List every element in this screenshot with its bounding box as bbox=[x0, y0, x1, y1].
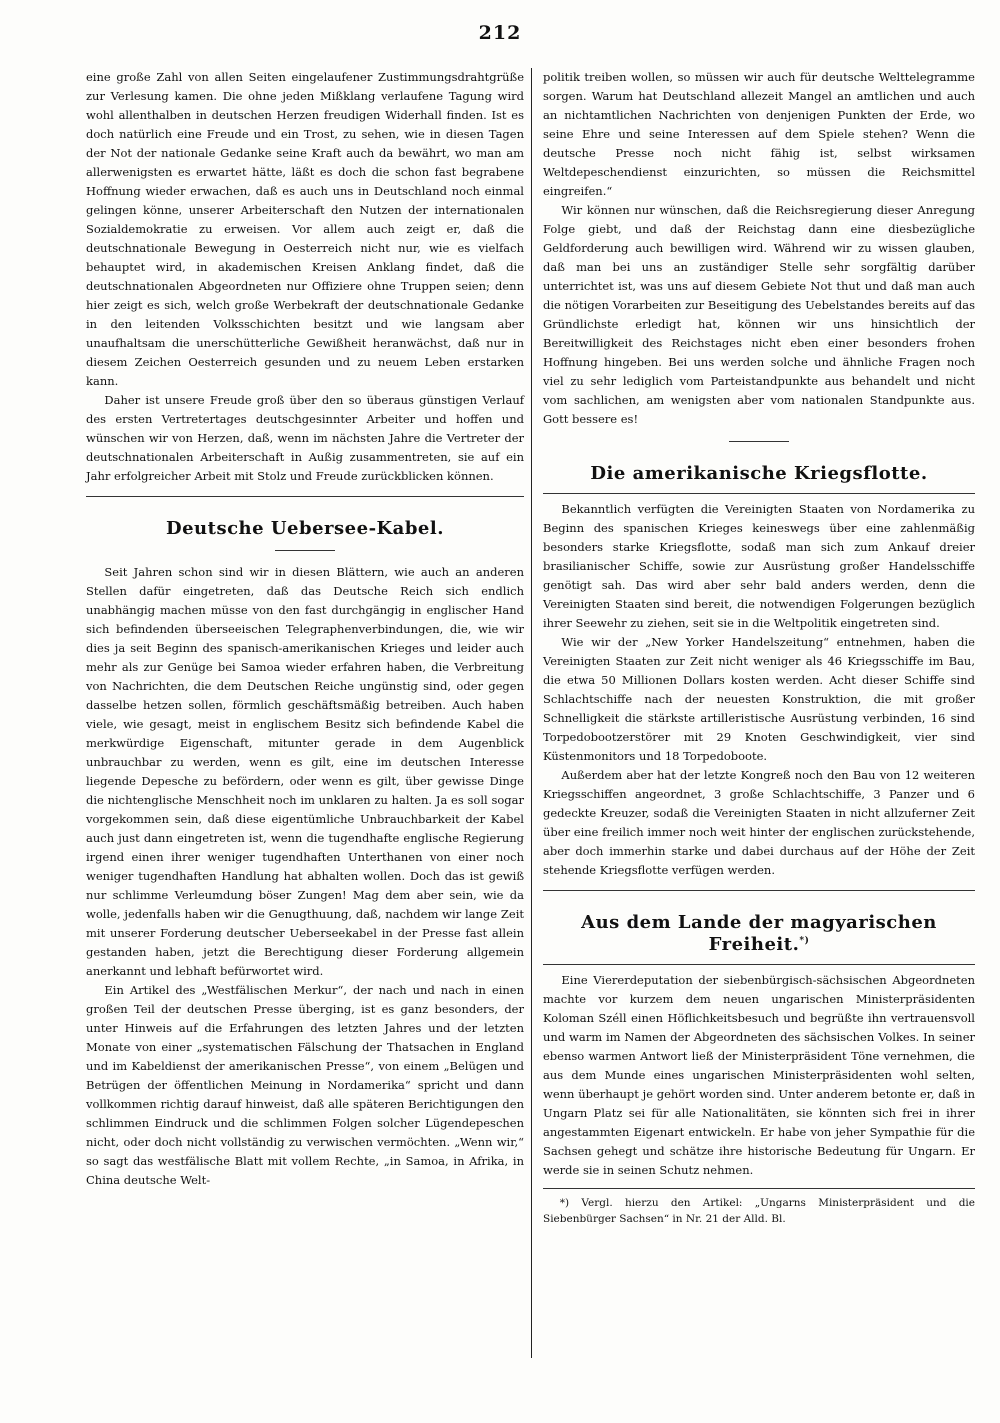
right-column bbox=[543, 68, 975, 1227]
article-paragraph: Außerdem aber hat der letzte Kongreß noch den Bau von 12 weiteren Kriegsschiffen angeordnet, 3 große Schlachtschiffe, 3 Panzer und 6 gedeckte Kreuzer, sodaß die Vereinigten Staaten in nicht allzuferner Zeit über eine freilich immer noch weit hinter der englischen zurückstehende, aber doch immerhin starke und dabei durchaus auf der Höhe der Zeit stehende Kriegsflotte verfügen werden. bbox=[543, 768, 975, 877]
section-rule bbox=[543, 493, 975, 494]
left-column bbox=[86, 68, 524, 1190]
article-title-kabel: Deutsche Uebersee-Kabel. bbox=[166, 518, 444, 539]
article-paragraph: Wie wir der „New Yorker Handelszeitung“ entnehmen, haben die Vereinigten Staaten zur Zeit nicht weniger als 46 Kriegsschiffe im Bau, die etwa 50 Millionen Dollars kosten werden. Acht dieser Schiffe sind Schlachtschiffe nach der neuesten Konstruktion, die mit großer Schnelligkeit die stärkste artilleristische Ausrüstung verbinden, 16 sind Torpedobootzerstörer mit 29 Knoten Geschwindigkeit, vier sind Küstenmonitors und 18 Torpedoboote. bbox=[543, 635, 975, 763]
section-rule bbox=[543, 890, 975, 891]
article-title-text: Aus dem Lande der magyarischen Freiheit. bbox=[581, 912, 937, 955]
intro-paragraph: Daher ist unsere Freude groß über den so überaus günstigen Verlauf des ersten Vertretertages deutschgesinnter Arbeiter und hoffen und wünschen wir von Herzen, daß, wenn im nächsten Jahre die Vertreter der deutschnationalen Arbeiterschaft in Außig zusammentreten, sie auf ein Jahr erfolgreicher Arbeit mit Stolz und Freude zurückblicken können. bbox=[86, 393, 524, 483]
continuation-paragraph: Wir können nur wünschen, daß die Reichsregierung dieser Anregung Folge giebt, und daß der Reichstag dann eine diesbezügliche Geldforderung auch bewilligen wird. Während wir zu wissen glauben, daß man bei uns an zuständiger Stelle sehr sorgfältig darüber unterrichtet ist, was uns auf diesem Gebiete Not thut und daß man auch die nötigen Vorarbeiten zur Beseitigung des Uebelstandes bereits auf das Gründlichste erledigt hat, können wir uns hinsichtlich der Bereitwilligkeit des Reichstages nicht eben einer besonders frohen Hoffnung hingeben. Bei uns werden solche und ähnliche Fragen noch viel zu sehr lediglich vom Parteistandpunkte aus behandelt und nicht vom sachlichen, am wenigsten aber vom nationalen Standpunkte aus. Gott bessere es! bbox=[543, 203, 975, 426]
article-paragraph: Bekanntlich verfügten die Vereinigten Staaten von Nordamerika zu Beginn des spanischen Krieges keineswegs über eine zahlenmäßig besonders starke Kriegsflotte, sodaß man sich zum Ankauf dreier brasilianischer Schiffe, sowie zur Ausrüstung großer Handelsschiffe genötigt sah. Das wird aber sehr bald anders werden, denn die Vereinigten Staaten sind bereit, die notwendigen Folgerungen bezüglich ihrer Seewehr zu ziehen, seit sie in die Weltpolitik eingetreten sind. bbox=[543, 502, 975, 630]
article-title-magyarische-freiheit bbox=[543, 913, 975, 954]
section-separator bbox=[729, 441, 789, 442]
footnote: *) Vergl. hierzu den Artikel: „Ungarns Ministerpräsident und die Siebenbürger Sachsen“ in Nr. 21 der Alld. Bl. bbox=[543, 1188, 975, 1227]
section-rule bbox=[543, 964, 975, 965]
article-paragraph: Eine Viererdeputation der siebenbürgisch-sächsischen Abgeordneten machte vor kurzem dem neuen ungarischen Ministerpräsidenten Koloman Széll einen Höflichkeitsbesuch und begrüßte ihn vertrauensvoll und warm im Namen der Abgeordneten des sächsischen Volkes. In seiner ebenso warmen Antwort ließ der Ministerpräsident Töne vernehmen, die aus dem Munde eines ungarischen Ministerpräsidenten wohl selten, wenn überhaupt je gehört worden sind. Unter anderem betonte er, daß in Ungarn Platz sei für alle Nationalitäten, sie könnten sich frei in ihrer angestammten Eigenart entwickeln. Er habe von jeher Sympathie für die Sachsen gehegt und schätze ihre historische Bedeutung für Ungarn. Er werde sie in seinen Schutz nehmen. bbox=[543, 973, 975, 1177]
title-separator bbox=[275, 550, 335, 551]
article-paragraph: Ein Artikel des „Westfälischen Merkur“, der nach und nach in einen großen Teil der deutschen Presse überging, ist es ganz besonders, der unter Hinweis auf die Erfahrungen des letzten Jahres und der letzten Monate von einer „systematischen Fälschung der Thatsachen in England und im Kabeldienst der amerikanischen Presse“, von einem „Belügen und Betrügen der öffentlichen Meinung in Nordamerika“ spricht und dann vollkommen richtig darauf hinweist, daß alle späteren Berichtigungen den schlimmen Eindruck und die schlimmen Folgen solcher Lügendepeschen nicht, oder doch nicht vollständig zu verwischen vermöchten. „Wenn wir,“ so sagt das westfälische Blatt mit vollem Rechte, „in Samoa, in Afrika, in China deutsche Welt- bbox=[86, 983, 524, 1187]
section-rule bbox=[86, 496, 524, 497]
continuation-paragraph: politik treiben wollen, so müssen wir auch für deutsche Welttelegramme sorgen. Warum hat Deutschland allezeit Mangel an amtlichen und auch an nichtamtlichen Nachrichten von denjenigen Punkten der Erde, wo seine Ehre und seine Interessen auf dem Spiele stehen? Wenn die deutsche Presse noch nicht fähig ist, selbst wirksamen Weltdepeschendienst einzurichten, so müssen die Reichsmittel eingreifen.“ bbox=[543, 70, 975, 198]
footnote-marker: *) bbox=[799, 936, 810, 946]
intro-paragraph: eine große Zahl von allen Seiten eingelaufener Zustimmungsdrahtgrüße zur Verlesung kamen. Die ohne jeden Mißklang verlaufene Tagung wird wohl allenthalben in deutschen Herzen freudigen Widerhall finden. Ist es doch natürlich eine Freude und ein Trost, zu sehen, wie in diesen Tagen der Not der nationale Gedanke seine Kraft auch da bewährt, wo man am allerwenigsten es erwartet hätte, läßt es doch die schon fast begrabene Hoffnung wieder erwachen, daß es auch uns in Deutschland noch einmal gelingen könne, unserer Arbeiterschaft den Nutzen der internationalen Sozialdemokratie zu erweisen. Vor allem auch zeigt er, daß die deutschnationale Bewegung in Oesterreich nicht nur, wie es vielfach behauptet wird, in akademischen Kreisen Anklang findet, daß die deutschnationalen Abgeordneten nur Offiziere ohne Truppen seien; denn hier zeigt es sich, welch große Werbekraft der deutschnationale Gedanke in den leitenden Volksschichten besitzt und wie langsam aber unaufhaltsam die unerschütterliche Gewißheit heranwächst, daß nur in diesem Zeichen Oesterreich gesunden und zu neuem Leben erstarken kann. bbox=[86, 70, 524, 388]
column-divider bbox=[531, 68, 532, 1358]
article-title-kriegsflotte: Die amerikanische Kriegsflotte. bbox=[590, 463, 928, 484]
article-paragraph: Seit Jahren schon sind wir in diesen Blättern, wie auch an anderen Stellen dafür eingetreten, daß das Deutsche Reich sich endlich unabhängig machen müsse von den fast durchgängig in englischer Hand sich befindenden überseeischen Telegraphenverbindungen, die, wie wir dies ja seit Beginn des spanisch-amerikanischen Krieges und leider auch mehr als zur Genüge bei Samoa wieder erfahren haben, die Verbreitung von Nachrichten, die dem Deutschen Reiche ungünstig sind, oder gegen dasselbe hetzen sollen, förmlich geschäftsmäßig betreiben. Auch haben viele, wie gesagt, meist in englischem Besitz sich befindende Kabel die merkwürdige Eigenschaft, mitunter gerade in dem Augenblick unbrauchbar zu werden, wenn es gilt, eine im deutschen Interesse liegende Depesche zu befördern, oder wenn es gilt, über gewisse Dinge die nichtenglische Menschheit noch im unklaren zu halten. Ja es soll sogar vorgekommen sein, daß diese eigentümliche Unbrauchbarkeit der Kabel auch just dann eingetreten ist, wenn die tugendhafte englische Regierung irgend einen ihrer weniger tugendhaften Unterthanen von einer noch weniger tugendhaften Handlung hat abhalten wollen. Doch das ist gewiß nur schlimme Verleumdung böser Zungen! Mag dem aber sein, wie da wolle, jedenfalls haben wir die Genugthuung, daß, nachdem wir lange Zeit mit unserer Forderung deutscher Ueberseekabel in der Presse fast allein gestanden haben, jetzt die Berechtigung dieser Forderung allgemein anerkannt und lebhaft befürwortet wird. bbox=[86, 565, 524, 978]
page-number: 212 bbox=[478, 22, 522, 44]
